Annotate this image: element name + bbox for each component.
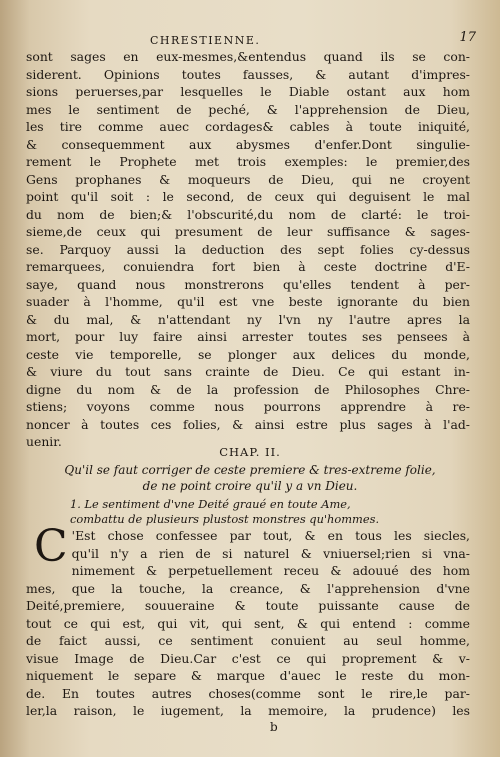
text-line: ler,la raison, le iugement, la memoire, la prudence) les (26, 703, 470, 718)
chapter-subtitle (50, 462, 450, 494)
running-head: CHRESTIENNE. (150, 34, 261, 47)
page-number: 17 (459, 30, 476, 45)
paragraph-2 (26, 521, 470, 720)
text-line: Gens prophanes & moqueurs de Dieu, qui ne croyent (26, 171, 470, 187)
text-line: visue Image de Dieu.Car c'est ce qui proprement & v- (26, 650, 470, 666)
text-line: suader à l'homme, qu'il est vne beste ignorante du bien (26, 294, 470, 309)
text-line: mes le sentiment de peché, & l'apprehension de Dieu, (26, 101, 470, 117)
subtitle-line: Qu'il se faut corriger de ceste premiere & tres-extreme folie, (64, 463, 436, 477)
text-line: sont sages en eux-mesmes,&entendus quand ils se con- (26, 49, 470, 64)
text-line: les tire comme auec cordages& cables à toute iniquité, (26, 119, 470, 134)
text-line: uenir. (26, 434, 62, 449)
text-line: niquement le separe & marque d'auec le reste du mon- (26, 668, 470, 683)
text-line: mes, que la touche, la creance, & l'apprehension d'vne (26, 580, 470, 596)
chapter-heading: CHAP. II. (219, 445, 281, 459)
text-line: saye, quand nous monstrerons qu'elles tendent à per- (26, 276, 470, 292)
text-line: tout ce qui est, qui vit, qui sent, & qui entend : comme (26, 615, 470, 631)
text-line: nimement & perpetuellement receu & adouué des hom (71, 563, 470, 578)
text-line: rement le Prophete met trois exemples: le premier,des (26, 154, 470, 169)
text-line: noncer à toutes ces folies, & ainsi estre plus sages à l'ad- (26, 416, 470, 432)
section-line: 1. Le sentiment d'vne Deité graué en toute Ame, (70, 497, 351, 511)
text-line: sions peruerses,par lesquelles le Diable ostant aux hom (26, 84, 470, 99)
text-line: ceste vie temporelle, se plonger aux delices du monde, (26, 346, 470, 362)
text-line: Deité,premiere, souueraine & toute puissante cause de (26, 598, 470, 613)
text-line: & viure du tout sans crainte de Dieu. Ce qui estant in- (26, 364, 470, 379)
text-line: & du mal, & n'attendant ny l'vn ny l'autre apres la (26, 311, 470, 327)
paragraph-1 (26, 48, 470, 451)
text-line: digne du nom & de la profession de Philosophes Chre- (26, 381, 470, 397)
text-line: du nom de bien;& l'obscurité,du nom de clarté: le troi- (26, 206, 470, 222)
text-line: stiens; voyons comme nous pourrons apprendre à re- (26, 399, 470, 414)
text-line: se. Parquoy aussi la deduction des sept folies cy-dessus (26, 241, 470, 257)
text-line: de. En toutes autres choses(comme sont le rire,le par- (26, 685, 470, 701)
text-line: & consequemment aux abysmes d'enfer.Dont singulie- (26, 136, 470, 152)
text-line: de faict aussi, ce sentiment conuient au seul homme, (26, 633, 470, 648)
text-line: qu'il n'y a rien de si naturel & vniuersel;rien si vna- (71, 545, 470, 561)
text-line: remarquees, conuiendra fort bien à ceste doctrine d'E- (26, 259, 470, 274)
section-heading (70, 497, 450, 527)
drop-capital: C (34, 521, 68, 572)
section-line: combattu de plusieurs plustost monstres qu'hommes. (70, 512, 380, 526)
subtitle-line: de ne point croire qu'il y a vn Dieu. (142, 479, 358, 493)
text-line: siderent. Opinions toutes fausses, & autant d'impres- (26, 66, 470, 82)
signature-mark: b (270, 720, 278, 734)
text-line: mort, pour luy faire ainsi arrester toutes ses pensees à (26, 329, 470, 344)
text-line: point qu'il soit : le second, de ceux qui deguisent le mal (26, 189, 470, 204)
text-line: 'Est chose confessee par tout, & en tous les siecles, (71, 528, 470, 543)
text-line: sieme,de ceux qui presument de leur suffisance & sages- (26, 224, 470, 239)
